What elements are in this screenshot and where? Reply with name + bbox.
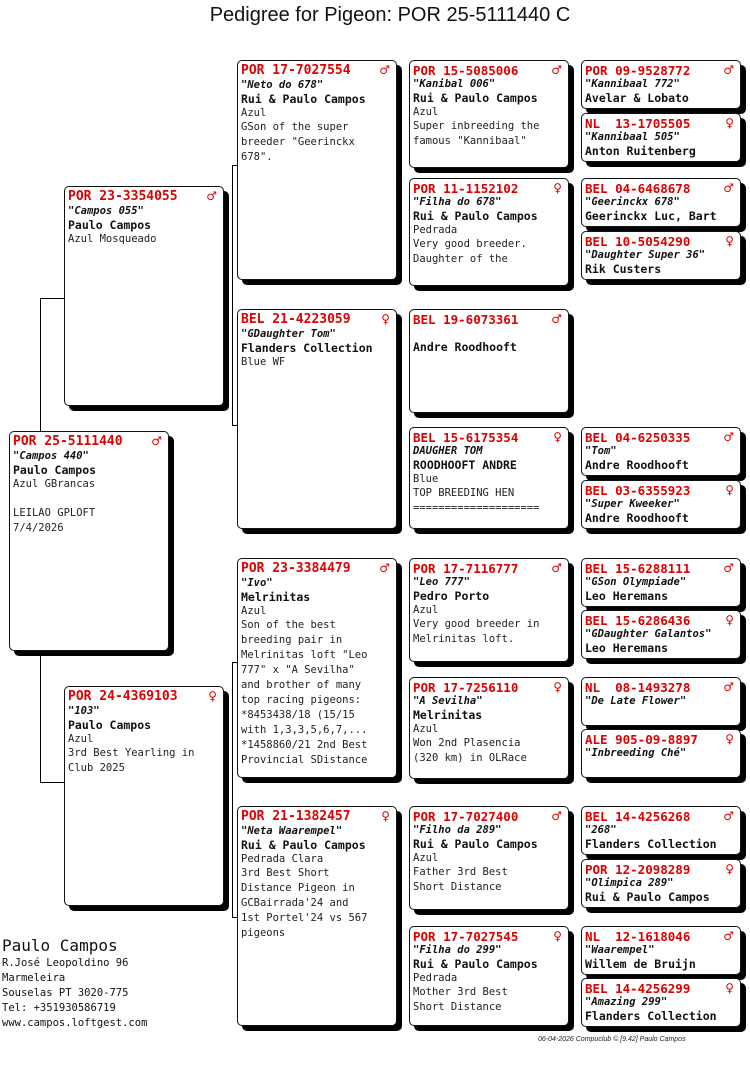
pigeon-color: Blue WF xyxy=(241,356,286,368)
pigeon-card-sire[interactable] xyxy=(64,186,224,406)
pigeon-card-g3-8[interactable] xyxy=(409,926,569,1026)
male-sex-icon: ♂ xyxy=(151,434,162,448)
pigeon-notes: Father 3rd Best Short Distance xyxy=(413,866,508,893)
connector-line xyxy=(40,298,64,299)
pigeon-color: Azul xyxy=(241,605,267,617)
pigeon-notes: LEILAO GPLOFT 7/4/2026 xyxy=(13,507,96,534)
breeder-city: Marmeleira xyxy=(2,972,66,984)
connector-line xyxy=(232,662,233,917)
pigeon-card-sire-dam[interactable] xyxy=(237,309,397,529)
pigeon-name: "Campos 440" xyxy=(13,450,89,462)
pigeon-name: "Leo 777" xyxy=(413,576,470,588)
owner-name: Rui & Paulo Campos xyxy=(413,91,538,105)
pigeon-card-dam[interactable] xyxy=(64,686,224,906)
pigeon-color: Azul xyxy=(241,107,267,119)
owner-name: ROODHOOFT ANDRE xyxy=(413,458,517,472)
pigeon-name: "GDaughter Galantos" xyxy=(585,628,712,640)
ring-number: POR 17-7027545 xyxy=(413,929,519,944)
ring-number: BEL 15-6288111 xyxy=(585,561,691,576)
female-sex-icon: ♀ xyxy=(208,689,217,703)
pigeon-card-g3-3[interactable] xyxy=(409,309,569,413)
pigeon-color: Azul xyxy=(413,604,439,616)
pigeon-card-g4-10[interactable] xyxy=(581,610,741,659)
ring-number: BEL 14-4256299 xyxy=(585,981,691,996)
owner-name: Paulo Campos xyxy=(68,218,152,232)
male-sex-icon: ♂ xyxy=(723,430,734,444)
breeder-address: R.José Leopoldino 96 xyxy=(2,957,129,969)
ring-number: POR 23-3354055 xyxy=(68,189,178,204)
female-sex-icon: ♀ xyxy=(381,312,390,326)
pigeon-color: Azul xyxy=(68,733,94,745)
pigeon-notes: Mother 3rd Best Short Distance xyxy=(413,986,508,1013)
male-sex-icon: ♂ xyxy=(379,561,390,575)
female-sex-icon: ♀ xyxy=(725,116,734,130)
connector-line xyxy=(40,782,64,783)
owner-name: Geerinckx Luc, Bart xyxy=(585,209,717,223)
pigeon-card-g4-11[interactable] xyxy=(581,677,741,726)
pigeon-notes: Very good breeder. Daughter of the xyxy=(413,238,527,265)
page-title: Pedigree for Pigeon: POR 25-5111440 C xyxy=(209,4,571,26)
ring-number: POR 17-7027554 xyxy=(241,63,351,78)
pigeon-card-g3-1[interactable] xyxy=(409,60,569,168)
pigeon-color: Pedrada xyxy=(413,972,458,984)
ring-number: NL 08-1493278 xyxy=(585,680,691,695)
pigeon-name: "Olimpica 289" xyxy=(585,877,674,889)
ring-number: BEL 04-6250335 xyxy=(585,430,691,445)
pigeon-card-g3-5[interactable] xyxy=(409,558,569,662)
female-sex-icon: ♀ xyxy=(553,430,562,444)
pigeon-name: "Kannibaal 772" xyxy=(585,78,680,90)
pigeon-card-g3-4[interactable] xyxy=(409,427,569,529)
breeder-info xyxy=(2,936,232,1031)
female-sex-icon: ♀ xyxy=(725,981,734,995)
ring-number: POR 25-5111440 xyxy=(13,434,123,449)
pigeon-notes: 3rd Best Short Distance Pigeon in GCBairrada'24 and 1st Portel'24 vs 567 pigeons xyxy=(241,867,368,939)
owner-name: Paulo Campos xyxy=(13,463,97,477)
connector-line xyxy=(232,165,233,425)
male-sex-icon: ♂ xyxy=(723,63,734,77)
ring-number: BEL 10-5054290 xyxy=(585,234,691,249)
ring-number: BEL 03-6355923 xyxy=(585,483,691,498)
pigeon-name: "Kanibal 006" xyxy=(413,78,496,90)
male-sex-icon: ♂ xyxy=(551,63,562,77)
pigeon-name: "Daughter Super 36" xyxy=(585,249,706,261)
owner-name: Paulo Campos xyxy=(68,718,152,732)
pigeon-card-g4-15[interactable] xyxy=(581,926,741,975)
owner-name: Andre Roodhooft xyxy=(585,458,689,472)
male-sex-icon: ♂ xyxy=(379,63,390,77)
pigeon-name: "Filho da 289" xyxy=(413,824,502,836)
male-sex-icon: ♂ xyxy=(723,680,734,694)
pigeon-color: Azul Mosqueado xyxy=(68,233,157,245)
pigeon-card-g4-2[interactable] xyxy=(581,113,741,162)
pigeon-notes: Son of the best breeding pair in Melrinitas loft "Leo 777" x "A Sevilha" and brother of many top racing pigeons: *8453438/18 (15/15 with 1,3,3,5,6,7,... *1458860/21 2nd Best Provincial SDistance xyxy=(241,619,368,766)
male-sex-icon: ♂ xyxy=(723,561,734,575)
ring-number: BEL 04-6468678 xyxy=(585,181,691,196)
ring-number: BEL 19-6073361 xyxy=(413,312,519,327)
pigeon-notes: TOP BREEDING HEN ==================== xyxy=(413,487,540,514)
pigeon-color: Azul xyxy=(413,852,439,864)
owner-name: Flanders Collection xyxy=(585,837,717,851)
owner-name: Rui & Paulo Campos xyxy=(585,890,710,904)
pigeon-color: Pedrada xyxy=(413,224,458,236)
pigeon-name: "Neto do 678" xyxy=(241,79,324,91)
pigeon-notes: GSon of the super breeder "Geerinckx 678". xyxy=(241,121,355,163)
pigeon-card-g3-7[interactable] xyxy=(409,806,569,910)
ring-number: POR 17-7256110 xyxy=(413,680,519,695)
ring-number: ALE 905-09-8897 xyxy=(585,732,698,747)
male-sex-icon: ♂ xyxy=(723,181,734,195)
pigeon-color: Azul xyxy=(413,723,439,735)
pigeon-card-g4-1[interactable] xyxy=(581,60,741,109)
pigeon-name xyxy=(413,327,564,340)
pigeon-name: "GSon Olympiade" xyxy=(585,576,687,588)
pigeon-notes: Won 2nd Plasencia (320 km) in OLRace xyxy=(413,737,527,764)
pigeon-card-g3-6[interactable] xyxy=(409,677,569,779)
pigeon-card-g4-4[interactable] xyxy=(581,231,741,280)
pigeon-card-g4-14[interactable] xyxy=(581,859,741,908)
pigeon-name: DAUGHER TOM xyxy=(413,445,483,457)
pigeon-card-dam-sire[interactable] xyxy=(237,558,397,778)
female-sex-icon: ♀ xyxy=(725,862,734,876)
pigeon-color: Azul xyxy=(413,106,439,118)
owner-name: Anton Ruitenberg xyxy=(585,144,696,158)
pigeon-name: "Ivo" xyxy=(241,577,273,589)
male-sex-icon: ♂ xyxy=(206,189,217,203)
ring-number: POR 21-1382457 xyxy=(241,809,351,824)
breeder-website[interactable]: www.campos.loftgest.com xyxy=(2,1017,148,1029)
pigeon-notes: 3rd Best Yearling in Club 2025 xyxy=(68,747,195,774)
female-sex-icon: ♀ xyxy=(725,732,734,746)
owner-name: Melrinitas xyxy=(413,708,483,722)
pigeon-name: "Filha do 678" xyxy=(413,196,502,208)
owner-name: Andre Roodhooft xyxy=(585,511,689,525)
pigeon-name: "Campos 055" xyxy=(68,205,144,217)
male-sex-icon: ♂ xyxy=(551,809,562,823)
female-sex-icon: ♀ xyxy=(725,613,734,627)
breeder-name: Paulo Campos xyxy=(2,936,118,955)
pigeon-card-g3-2[interactable] xyxy=(409,178,569,286)
pigeon-card-g4-3[interactable] xyxy=(581,178,741,227)
owner-name: Melrinitas xyxy=(241,590,311,604)
breeder-postal: Souselas PT 3020-775 xyxy=(2,987,129,999)
pigeon-name: "Geerinckx 678" xyxy=(585,196,680,208)
owner-name: Andre Roodhooft xyxy=(413,340,517,354)
ring-number: BEL 15-6286436 xyxy=(585,613,691,628)
female-sex-icon: ♀ xyxy=(725,483,734,497)
male-sex-icon: ♂ xyxy=(551,561,562,575)
pigeon-name: "De Late Flower" xyxy=(585,695,687,707)
owner-name: Willem de Bruijn xyxy=(585,957,696,971)
ring-number: NL 12-1618046 xyxy=(585,929,691,944)
female-sex-icon: ♀ xyxy=(725,234,734,248)
footer-credit: 06-04-2026 Compuclub © [9.42] Paulo Campos xyxy=(538,1036,686,1043)
pigeon-color: Blue xyxy=(413,473,439,485)
owner-name: Pedro Porto xyxy=(413,589,490,603)
owner-name: Rui & Paulo Campos xyxy=(413,209,538,223)
owner-name: Avelar & Lobato xyxy=(585,91,689,105)
pigeon-name: "Kannibaal 505" xyxy=(585,131,680,143)
pigeon-name: "Super Kweeker" xyxy=(585,498,680,510)
owner-name: Rik Custers xyxy=(585,262,662,276)
owner-name: Rui & Paulo Campos xyxy=(413,957,538,971)
ring-number: POR 17-7116777 xyxy=(413,561,519,576)
ring-number: POR 11-1152102 xyxy=(413,181,519,196)
owner-name: Rui & Paulo Campos xyxy=(241,92,366,106)
pigeon-card-dam-dam[interactable] xyxy=(237,806,397,1026)
pigeon-card-sire-sire[interactable] xyxy=(237,60,397,280)
pigeon-name: "268" xyxy=(585,824,617,836)
female-sex-icon: ♀ xyxy=(553,680,562,694)
ring-number: POR 12-2098289 xyxy=(585,862,691,877)
pigeon-name: "A Sevilha" xyxy=(413,695,483,707)
pigeon-name: "103" xyxy=(68,705,100,717)
owner-name: Rui & Paulo Campos xyxy=(241,838,366,852)
pigeon-notes: Super inbreeding the famous "Kannibaal" xyxy=(413,120,540,147)
pigeon-name: "Neta Waarempel" xyxy=(241,825,343,837)
pigeon-card-g4-7[interactable] xyxy=(581,427,741,476)
female-sex-icon: ♀ xyxy=(553,181,562,195)
pigeon-card-g4-13[interactable] xyxy=(581,806,741,855)
pigeon-name: "Inbreeding Ché" xyxy=(585,747,687,759)
male-sex-icon: ♂ xyxy=(723,929,734,943)
ring-number: POR 17-7027400 xyxy=(413,809,519,824)
pigeon-name: "Waarempel" xyxy=(585,944,655,956)
pigeon-notes: Very good breeder in Melrinitas loft. xyxy=(413,618,540,645)
pigeon-name: "Tom" xyxy=(585,445,617,457)
pigeon-card-g4-12[interactable] xyxy=(581,729,741,778)
ring-number: BEL 21-4223059 xyxy=(241,312,351,327)
pigeon-card-subject[interactable] xyxy=(9,431,169,651)
pigeon-color: Azul GBrancas xyxy=(13,478,96,490)
owner-name: Leo Heremans xyxy=(585,641,669,655)
male-sex-icon: ♂ xyxy=(551,312,562,326)
ring-number: POR 09-9528772 xyxy=(585,63,691,78)
ring-number: POR 15-5085006 xyxy=(413,63,519,78)
ring-number: BEL 14-4256268 xyxy=(585,809,691,824)
female-sex-icon: ♀ xyxy=(381,809,390,823)
ring-number: POR 23-3384479 xyxy=(241,561,351,576)
pigeon-name: "Filha do 299" xyxy=(413,944,502,956)
female-sex-icon: ♀ xyxy=(553,929,562,943)
breeder-phone: Tel: +351930586719 xyxy=(2,1002,116,1014)
owner-name: Flanders Collection xyxy=(241,341,373,355)
ring-number: POR 24-4369103 xyxy=(68,689,178,704)
ring-number: NL 13-1705505 xyxy=(585,116,691,131)
pigeon-color: Pedrada Clara xyxy=(241,853,324,865)
owner-name: Flanders Collection xyxy=(585,1009,717,1023)
owner-name: Leo Heremans xyxy=(585,589,669,603)
pigeon-card-g4-9[interactable] xyxy=(581,558,741,607)
pigeon-card-g4-16[interactable] xyxy=(581,978,741,1027)
male-sex-icon: ♂ xyxy=(723,809,734,823)
ring-number: BEL 15-6175354 xyxy=(413,430,519,445)
owner-name: Rui & Paulo Campos xyxy=(413,837,538,851)
pigeon-name: "GDaughter Tom" xyxy=(241,328,336,340)
pigeon-name: "Amazing 299" xyxy=(585,996,668,1008)
pigeon-card-g4-8[interactable] xyxy=(581,480,741,529)
